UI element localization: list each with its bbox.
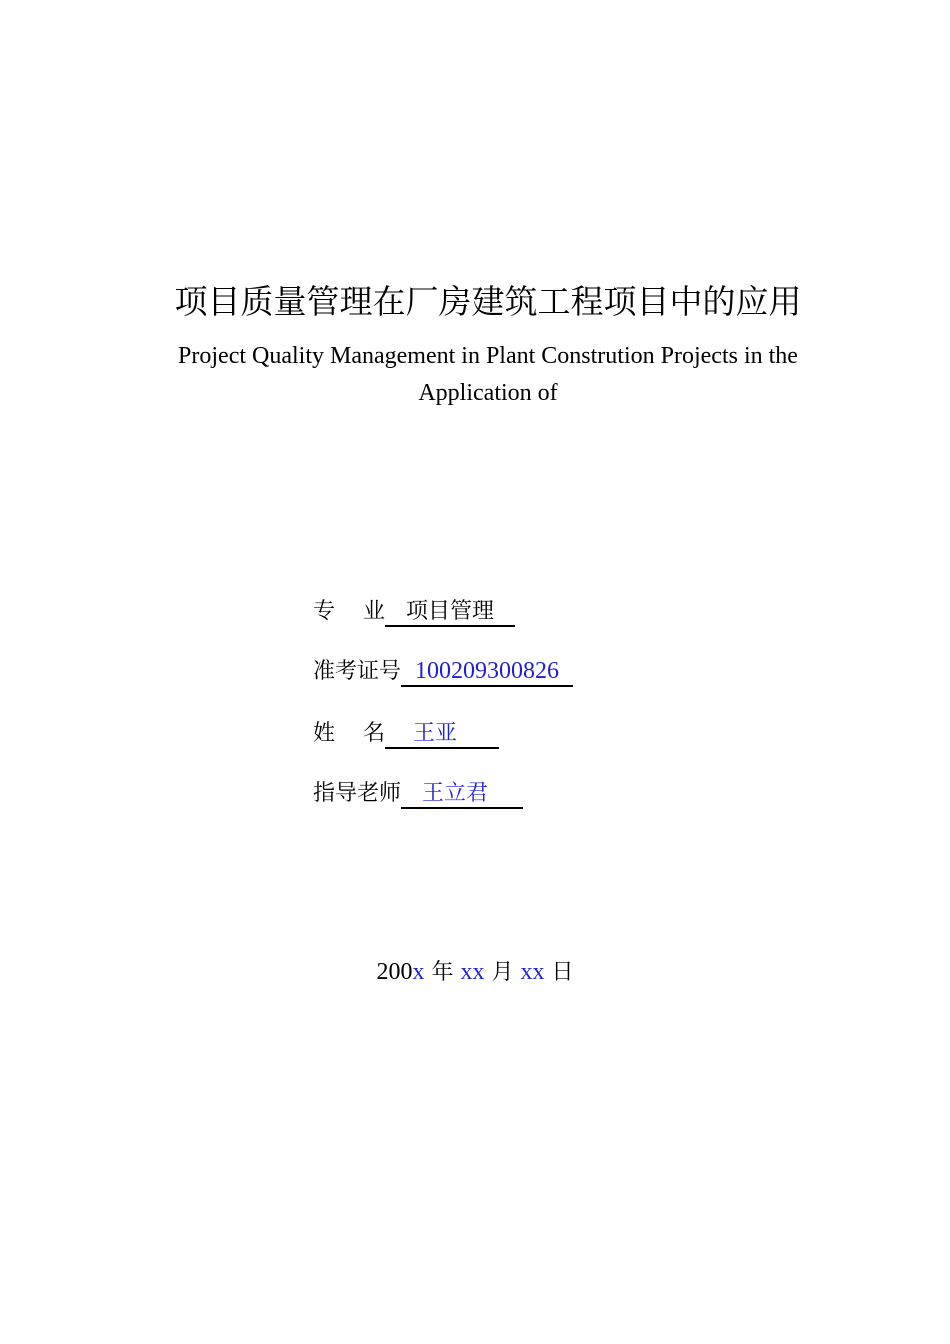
date-year-suffix: x — [412, 959, 425, 985]
date-year-prefix: 200 — [376, 959, 413, 985]
exam-id-row — [313, 657, 573, 687]
name-value: 王亚 — [412, 721, 457, 746]
advisor-label: 指导老师 — [313, 781, 402, 806]
advisor-value: 王立君 — [422, 781, 489, 806]
name-row — [313, 719, 499, 749]
major-label: 专 业 — [313, 599, 385, 624]
exam-id-value: 100209300826 — [415, 658, 560, 684]
date-day-unit: 日 — [551, 960, 574, 985]
date-year-unit: 年 — [431, 960, 454, 985]
major-row — [313, 597, 515, 627]
major-underline — [385, 599, 515, 627]
advisor-underline — [401, 781, 523, 809]
exam-id-label: 准考证号 — [313, 659, 402, 684]
date-month-unit: 月 — [491, 960, 514, 985]
date-month: xx — [460, 959, 485, 985]
chinese-title: 项目质量管理在厂房建筑工程项目中的应用 — [174, 282, 802, 321]
name-label: 姓 名 — [313, 721, 385, 746]
major-value: 项目管理 — [405, 599, 494, 624]
exam-id-underline — [401, 658, 573, 687]
english-title: Project Quality Management in Plant Constrution Projects in the Application of — [178, 343, 798, 406]
date-line — [0, 956, 950, 989]
name-underline — [385, 721, 499, 749]
advisor-row — [313, 779, 523, 809]
date-day: xx — [520, 959, 545, 985]
